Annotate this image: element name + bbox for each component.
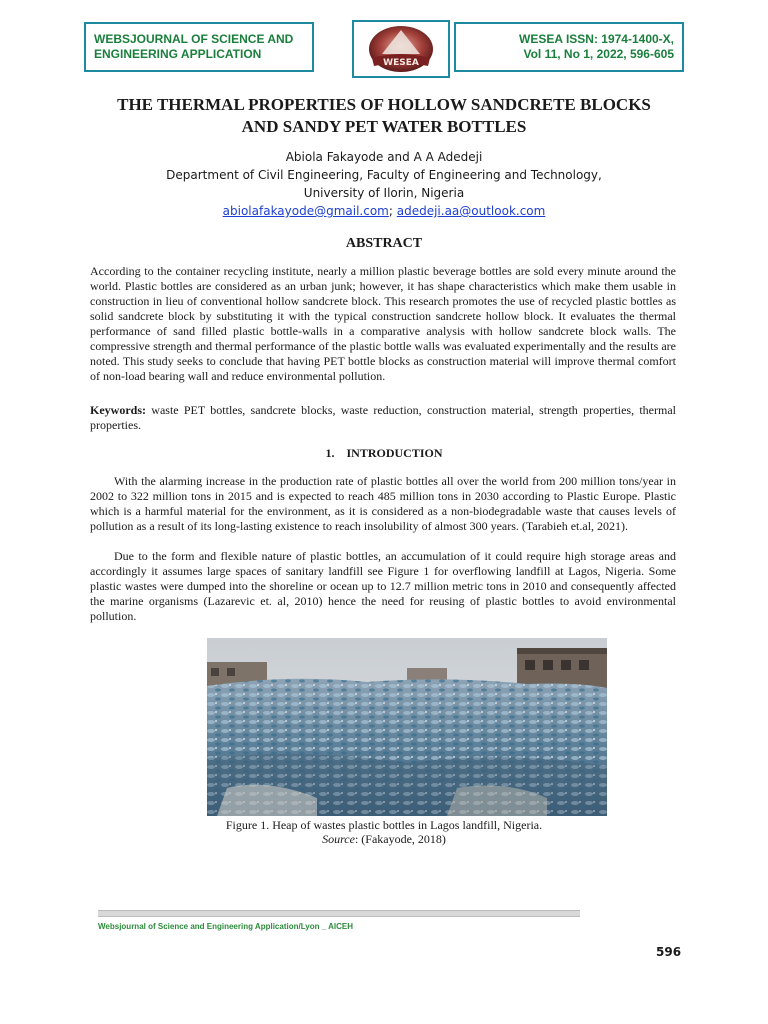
introduction-heading: 1. INTRODUCTION	[325, 446, 443, 460]
author-names: Abiola Fakayode and A A Adedeji	[285, 150, 483, 164]
keywords-list: waste PET bottles, sandcrete blocks, waste reduction, construction material, strength properties, thermal properties.	[90, 403, 676, 432]
figure-caption-text: Figure 1. Heap of wastes plastic bottles in Lagos landfill, Nigeria.	[225, 818, 543, 832]
journal-logo	[352, 20, 450, 78]
landfill-photo-image	[207, 638, 607, 816]
keywords-paragraph	[90, 403, 676, 433]
issn-line2: Vol 11, No 1, 2022, 596-605	[523, 47, 674, 61]
title-line1: THE THERMAL PROPERTIES OF HOLLOW SANDCRETE BLOCKS	[117, 95, 651, 114]
title-line2: AND SANDY PET WATER BOTTLES	[241, 117, 527, 136]
footer-journal-text: Websjournal of Science and Engineering Application/Lyon _ AICEH	[98, 922, 353, 931]
issn-line1: WESEA ISSN: 1974-1400-X,	[519, 32, 674, 46]
source-label: Source	[322, 832, 355, 846]
affiliation-line1: Department of Civil Engineering, Faculty of Engineering and Technology,	[166, 168, 602, 182]
source-text: : (Fakayode, 2018)	[354, 832, 446, 846]
figure-source	[60, 832, 708, 846]
abstract-text: According to the container recycling institute, nearly a million plastic beverage bottles are sold every minute around the world. Plastic bottles are considered as an urban junk; however, it has shape characteristics which make them usable in construction in lieu of conventional hollow sandcrete block. This research promotes the use of recycled plastic bottles as solid sandcrete block by substituting it with the typical construction sandcrete hollow block. It evaluates the thermal performance of sand filled plastic bottle-walls in a comparative analysis with hollow sandcrete block walls. The compressive strength and thermal performance of the plastic bottle walls was evaluated experimentally and the results are noted. This study seeks to conclude that having PET bottle blocks as construction material will improve thermal comfort of non-load bearing wall and reduce environmental pollution.	[90, 264, 676, 383]
email-link-2[interactable]: adedeji.aa@outlook.com	[396, 204, 546, 218]
issn-box	[454, 22, 684, 72]
intro-paragraph-2: Due to the form and flexible nature of plastic bottles, an accumulation of it could require high storage areas and accordingly it assumes large spaces of sanitary landfill see Figure 1 for overflowing landfill at Lagos, Nigeria. Some plastic wastes were dumped into the shoreline or ocean up to 12.7 million metric tons in 2010 and consequently affected the marine organisms (Lazarevic et. al, 2010) hence the need for reusing of plastic bottles to avoid environmental pollution.	[90, 549, 676, 623]
email-link-1[interactable]: abiolafakayode@gmail.com	[222, 204, 389, 218]
journal-name-line1: WEBSJOURNAL OF SCIENCE AND	[94, 32, 294, 46]
paper-title	[60, 94, 708, 138]
journal-name-box	[84, 22, 314, 72]
landfill-photo	[207, 638, 607, 816]
footer-divider	[98, 910, 580, 917]
figure-caption	[60, 818, 708, 846]
intro-paragraph-1: With the alarming increase in the production rate of plastic bottles all over the world from 200 million tons/year in 2002 to 322 million tons in 2015 and is expected to reach 485 million tons in 2030 according to Plastic Europe. Plastic which is a harmful material for the environment, as it is considered as a non-biodegradable waste that causes levels of pollution as a result of its long-lasting existence to reach insolubility of almost 300 years. (Tarabieh et.al, 2021).	[90, 474, 676, 533]
email-separator: ;	[388, 204, 397, 218]
page-number: 596	[656, 945, 682, 959]
logo-lettering: WESEA	[383, 58, 419, 68]
keywords-label: Keywords:	[90, 403, 146, 417]
abstract-heading: ABSTRACT	[345, 236, 423, 251]
affiliation-line2: University of Ilorin, Nigeria	[303, 186, 465, 200]
author-block	[60, 148, 708, 220]
author-emails	[60, 202, 708, 220]
journal-name-line2: ENGINEERING APPLICATION	[94, 47, 262, 61]
wesea-logo-icon	[358, 24, 444, 74]
